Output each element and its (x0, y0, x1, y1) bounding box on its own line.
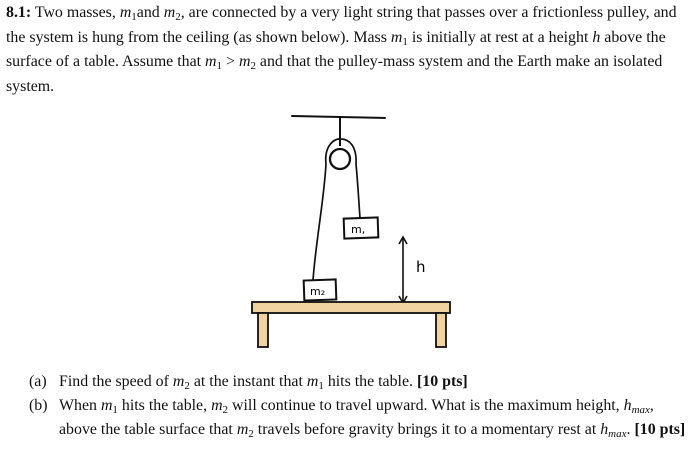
question-text: , above the table surface that (59, 397, 654, 438)
ceiling-line (292, 116, 385, 118)
m1-subscript: 1 (112, 404, 118, 416)
hmax-subscript: max (608, 428, 627, 440)
question-a (29, 372, 693, 396)
m1-subscript: 1 (402, 35, 408, 48)
greater-than-symbol: > (226, 53, 235, 70)
hmax-subscript: max (631, 404, 650, 416)
m1-subscript: 1 (131, 11, 137, 23)
problem-number: 8.1: (6, 4, 32, 21)
m1-subscript: 1 (318, 380, 324, 392)
question-text: will continue to travel upward. What is the maximum height, (232, 397, 620, 414)
question-text: . (626, 421, 631, 438)
points-label: [10 pts] (634, 421, 686, 438)
question-text: at the instant that (193, 373, 303, 390)
table-leg-left (258, 313, 268, 347)
hmax-symbol: h (623, 397, 632, 414)
and-word: and (136, 4, 160, 21)
m1-symbol: m (390, 28, 403, 46)
h-symbol: h (592, 28, 601, 46)
problem-text: is initially at rest at a height (411, 28, 589, 46)
problem-statement (6, 3, 696, 97)
string-right (356, 164, 360, 218)
mass-m2-label: m₂ (310, 285, 326, 298)
m2-subscript: 2 (175, 11, 181, 23)
m2-subscript: 2 (248, 428, 254, 440)
m2-subscript: 2 (222, 404, 229, 416)
problem-text: and that the pulley-mass system and the Earth make an isolated system. (6, 53, 663, 95)
m2-symbol: m (236, 421, 249, 438)
question-b (29, 396, 693, 444)
m2-symbol: m (238, 53, 251, 70)
mass-m1-label: m, (351, 223, 366, 236)
question-marker: (b) (29, 397, 48, 414)
question-text: hits the table, (121, 397, 208, 414)
m2-subscript: 2 (184, 380, 190, 392)
question-text: travels before gravity brings it to a momentary rest at (257, 421, 597, 438)
m1-symbol: m (205, 53, 217, 70)
m2-symbol: m (172, 373, 185, 390)
hmax-symbol: h (600, 421, 609, 438)
problem-text: above the surface of a table. Assume that (6, 28, 666, 70)
pulley-diagram (230, 110, 470, 350)
problem-text: , are connected by a very light string that passes over a frictionless pulley, and the system is hung from the ceiling (as shown below). Mass (6, 4, 677, 46)
question-text: When (59, 397, 97, 414)
table-top (252, 302, 450, 313)
pulley-wheel (330, 149, 350, 169)
string-left (313, 164, 326, 280)
points-label: [10 pts] (416, 373, 468, 390)
question-marker: (a) (29, 373, 47, 390)
table-leg-right (436, 313, 446, 347)
height-label: h (416, 258, 426, 276)
m1-subscript: 1 (216, 60, 223, 72)
m2-subscript: 2 (250, 60, 256, 72)
question-text: Find the speed of (59, 373, 169, 390)
m1-symbol: m (119, 4, 132, 21)
m1-symbol: m (306, 373, 319, 390)
m1-symbol: m (100, 397, 113, 414)
m2-symbol: m (163, 4, 176, 21)
problem-text: Two masses, (34, 4, 116, 21)
question-list (29, 372, 693, 444)
m2-symbol: m (211, 397, 223, 414)
question-text: hits the table. (327, 373, 413, 390)
